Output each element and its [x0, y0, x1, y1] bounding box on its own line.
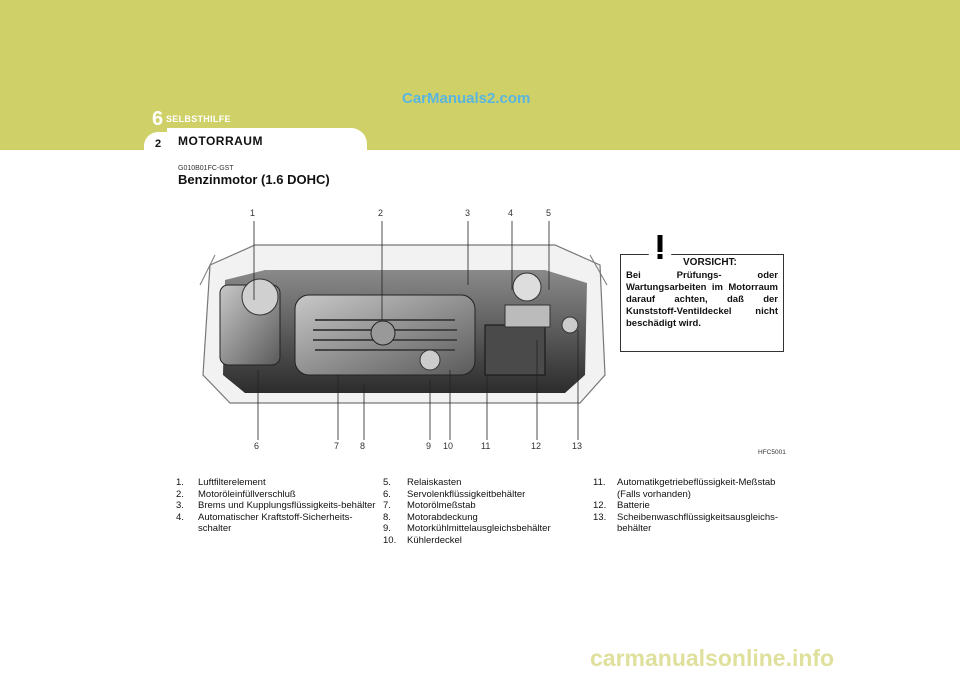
chapter-number: 6 — [152, 108, 164, 130]
list-item: 13. Scheibenwaschflüssigkeitsausgleichs-behälter — [593, 511, 779, 534]
document-code: G010B01FC-GST — [178, 165, 234, 172]
list-item: 3. Brems und Kupplungsflüssigkeits-behälter — [176, 500, 376, 511]
list-item: 10. Kühlerdeckel — [383, 534, 462, 546]
footer-watermark: carmanualsonline.info — [590, 645, 835, 671]
callout-2: 2 — [378, 208, 384, 218]
legend-column-3 — [593, 477, 793, 535]
callout-8: 8 — [360, 441, 366, 451]
list-item: 5. Relaiskasten — [383, 477, 462, 488]
chapter-title: SELBSTHILFE — [166, 114, 231, 124]
callout-13: 13 — [572, 441, 583, 451]
legend-column-2 — [383, 477, 588, 546]
callout-3: 3 — [465, 208, 471, 218]
list-item: 2. Motoröleinfüllverschluß — [176, 488, 296, 500]
section-title: MOTORRAUM — [178, 134, 263, 148]
list-item: 4. Automatischer Kraftstoff-Sicherheits-schalter — [176, 511, 353, 534]
list-item: 1. Luftfilterelement — [176, 477, 266, 488]
page-heading: Benzinmotor (1.6 DOHC) — [178, 172, 330, 187]
list-item: 11. Automatikgetriebeflüssigkeit-Meßstab (Falls vorhanden) — [593, 477, 776, 500]
page-number: 2 — [155, 138, 162, 150]
header-band — [0, 0, 960, 150]
callout-7: 7 — [334, 441, 340, 451]
caution-body: Bei Prüfungs- oder Wartungsarbeiten im Motorraum darauf achten, daß der Kunststoff-Ventildeckel nicht beschädigt wird. — [626, 270, 778, 329]
list-item: 12. Batterie — [593, 500, 650, 511]
callout-12: 12 — [531, 441, 542, 451]
list-item: 6. Servolenkflüssigkeitbehälter — [383, 488, 526, 500]
callout-10: 10 — [443, 441, 454, 451]
callout-11: 11 — [481, 441, 491, 451]
list-item: 8. Motorabdeckung — [383, 511, 478, 523]
caution-title: VORSICHT: — [683, 257, 737, 268]
engine-bay-illustration — [195, 225, 610, 410]
figure-code: HFC5001 — [758, 449, 786, 456]
callout-5: 5 — [546, 208, 552, 218]
callout-6: 6 — [254, 441, 260, 451]
legend-column-1 — [176, 477, 376, 535]
watermark-link[interactable]: CarManuals2.com — [402, 90, 531, 107]
warning-icon — [645, 233, 675, 261]
list-item: 9. Motorkühlmittelausgleichsbehälter — [383, 523, 551, 534]
list-item: 7. Motorölmeßstab — [383, 500, 476, 511]
callout-1: 1 — [250, 208, 256, 218]
callout-4: 4 — [508, 208, 514, 218]
callout-9: 9 — [426, 441, 432, 451]
